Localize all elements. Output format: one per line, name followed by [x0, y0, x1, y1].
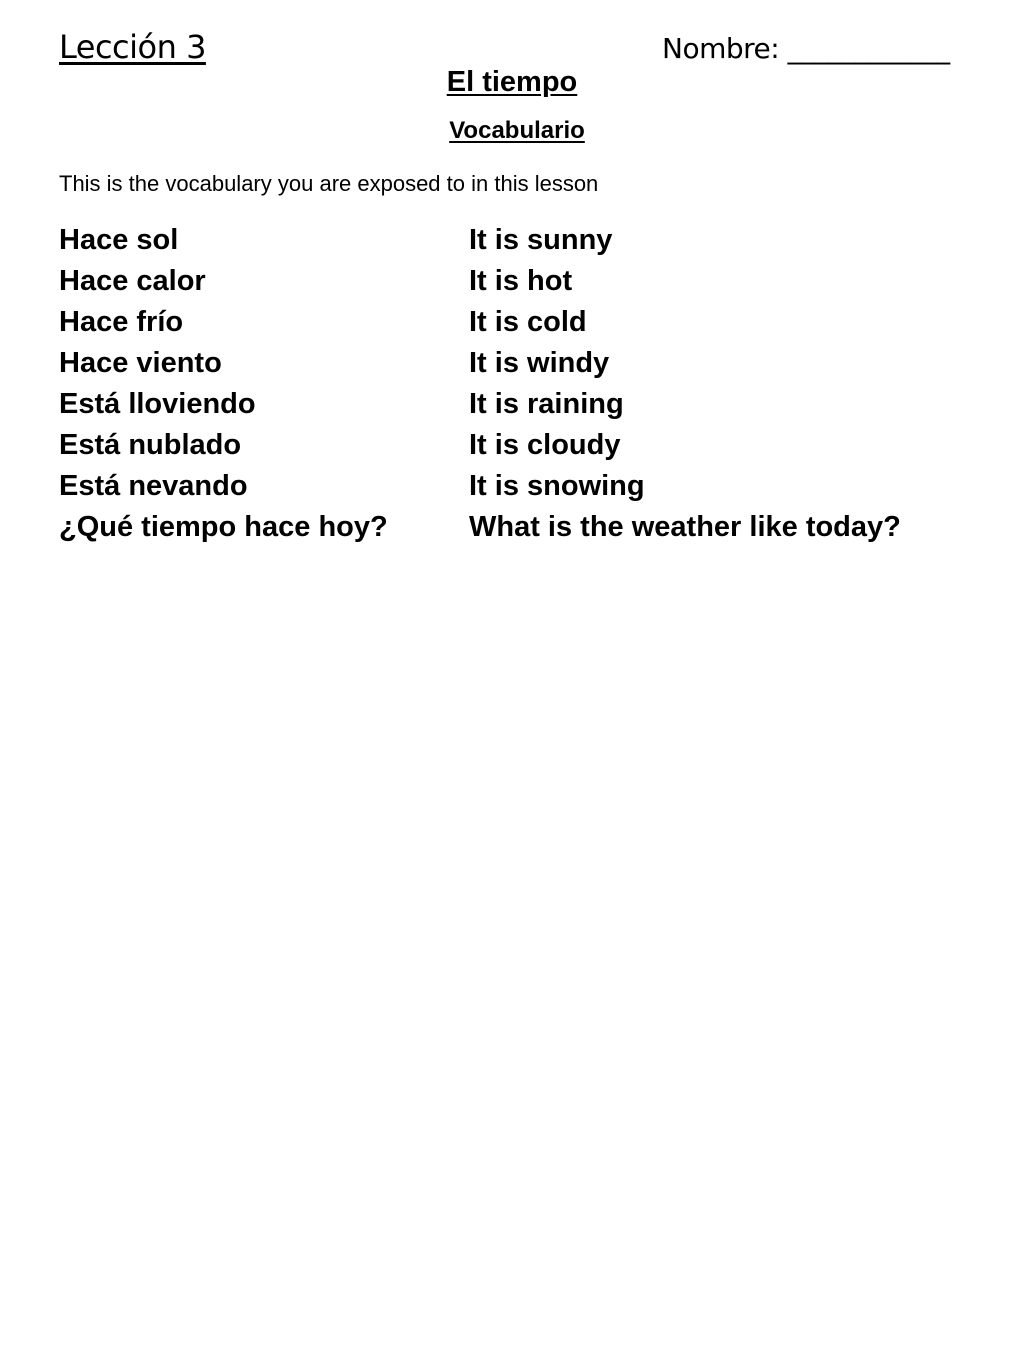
english-translation: It is cold	[469, 306, 587, 338]
english-translation: It is raining	[469, 388, 624, 420]
vocab-row	[59, 507, 999, 548]
vocab-row	[59, 302, 999, 343]
vocab-row	[59, 261, 999, 302]
spanish-term: Hace sol	[59, 224, 179, 256]
english-translation: It is sunny	[469, 224, 613, 256]
vocabulary-list	[59, 220, 999, 548]
spanish-term: Está nublado	[59, 429, 242, 461]
vocab-row	[59, 466, 999, 507]
spanish-term: Está lloviendo	[59, 388, 256, 420]
section-subtitle: Vocabulario	[449, 117, 585, 144]
spanish-term: Hace calor	[59, 265, 206, 297]
spanish-term: Está nevando	[59, 470, 248, 502]
lesson-heading: Lección 3	[59, 28, 206, 66]
page-title: El tiempo	[446, 66, 578, 98]
spanish-term: ¿Qué tiempo hace hoy?	[59, 511, 388, 543]
vocab-row	[59, 384, 999, 425]
vocab-row	[59, 425, 999, 466]
spanish-term: Hace frío	[59, 306, 184, 338]
english-translation: It is snowing	[469, 470, 645, 502]
english-translation: What is the weather like today?	[469, 511, 901, 543]
spanish-term: Hace viento	[59, 347, 222, 379]
vocab-row	[59, 220, 999, 261]
name-field-label: Nombre: ____________	[662, 32, 950, 65]
intro-text: This is the vocabulary you are exposed to in this lesson	[59, 171, 599, 196]
english-translation: It is cloudy	[469, 429, 621, 461]
english-translation: It is hot	[469, 265, 573, 297]
vocab-row	[59, 343, 999, 384]
english-translation: It is windy	[469, 347, 610, 379]
